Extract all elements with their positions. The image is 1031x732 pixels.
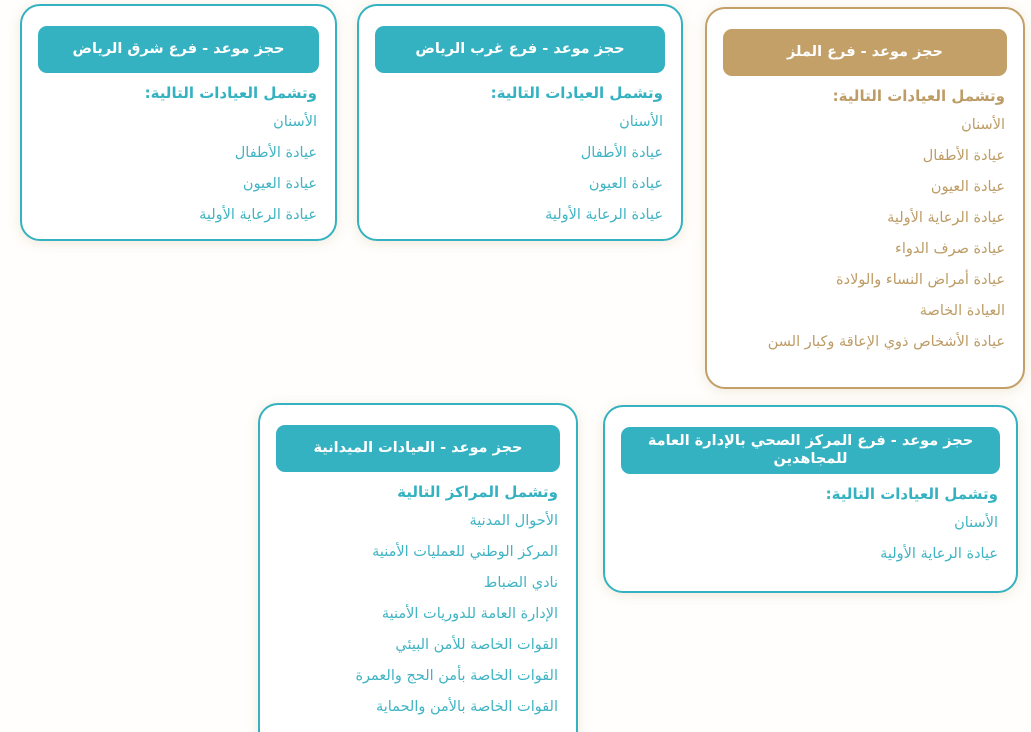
book-appointment-east-riyadh-button[interactable]: حجز موعد - فرع شرق الرياض: [38, 26, 319, 73]
clinic-item: عيادة العيون: [242, 176, 317, 192]
clinic-item: عيادة العيون: [930, 179, 1005, 195]
center-item: المركز الوطني للعمليات الأمنية: [372, 544, 558, 560]
booking-card-west-riyadh: [357, 4, 683, 241]
clinic-item: العيادة الخاصة: [919, 303, 1005, 319]
clinic-item: عيادة الرعاية الأولية: [887, 210, 1005, 226]
clinic-item: الأسنان: [954, 515, 998, 531]
booking-card-mujahideen-health-center: [603, 405, 1018, 593]
booking-card-malaz: [705, 7, 1025, 389]
book-appointment-malaz-button[interactable]: حجز موعد - فرع الملز: [723, 29, 1007, 76]
center-item: القوات الخاصة للأمن البيئي: [395, 637, 558, 653]
clinic-list: [38, 107, 319, 231]
included-clinics-heading: وتشمل العيادات التالية:: [832, 87, 1005, 105]
clinic-item: عيادة الأطفال: [922, 148, 1005, 164]
center-list: [276, 506, 560, 723]
clinic-item: عيادة الأطفال: [580, 145, 663, 161]
center-item: نادي الضباط: [483, 575, 558, 591]
center-item: القوات الخاصة بأمن الحج والعمرة: [355, 668, 558, 684]
included-clinics-heading: وتشمل العيادات التالية:: [490, 84, 663, 102]
clinic-list: [375, 107, 665, 231]
clinic-item: عيادة الرعاية الأولية: [545, 207, 663, 223]
center-item: الأحوال المدنية: [469, 513, 558, 529]
book-appointment-field-clinics-button[interactable]: حجز موعد - العيادات الميدانية: [276, 425, 560, 472]
included-clinics-heading: وتشمل العيادات التالية:: [144, 84, 317, 102]
included-centers-heading: وتشمل المراكز التالية: [397, 483, 558, 501]
booking-card-field-clinics: [258, 403, 578, 732]
clinic-item: عيادة الرعاية الأولية: [880, 546, 998, 562]
included-clinics-heading: وتشمل العيادات التالية:: [825, 485, 998, 503]
clinic-item: عيادة صرف الدواء: [895, 241, 1005, 257]
clinic-item: عيادة الأطفال: [234, 145, 317, 161]
clinic-item: عيادة العيون: [588, 176, 663, 192]
clinic-item: الأسنان: [273, 114, 317, 130]
clinic-item: عيادة أمراض النساء والولادة: [836, 272, 1005, 288]
book-appointment-west-riyadh-button[interactable]: حجز موعد - فرع غرب الرياض: [375, 26, 665, 73]
book-appointment-mujahideen-button[interactable]: حجز موعد - فرع المركز الصحي بالإدارة العامة للمجاهدين: [621, 427, 1000, 474]
center-item: الإدارة العامة للدوريات الأمنية: [381, 606, 558, 622]
clinic-list: [723, 110, 1007, 358]
clinic-item: عيادة الأشخاص ذوي الإعاقة وكبار السن: [767, 334, 1005, 350]
center-item: القوات الخاصة بالأمن والحماية: [375, 699, 558, 715]
booking-card-east-riyadh: [20, 4, 337, 241]
clinic-item: الأسنان: [619, 114, 663, 130]
clinic-item: عيادة الرعاية الأولية: [199, 207, 317, 223]
clinic-item: الأسنان: [961, 117, 1005, 133]
clinic-list: [621, 508, 1000, 570]
